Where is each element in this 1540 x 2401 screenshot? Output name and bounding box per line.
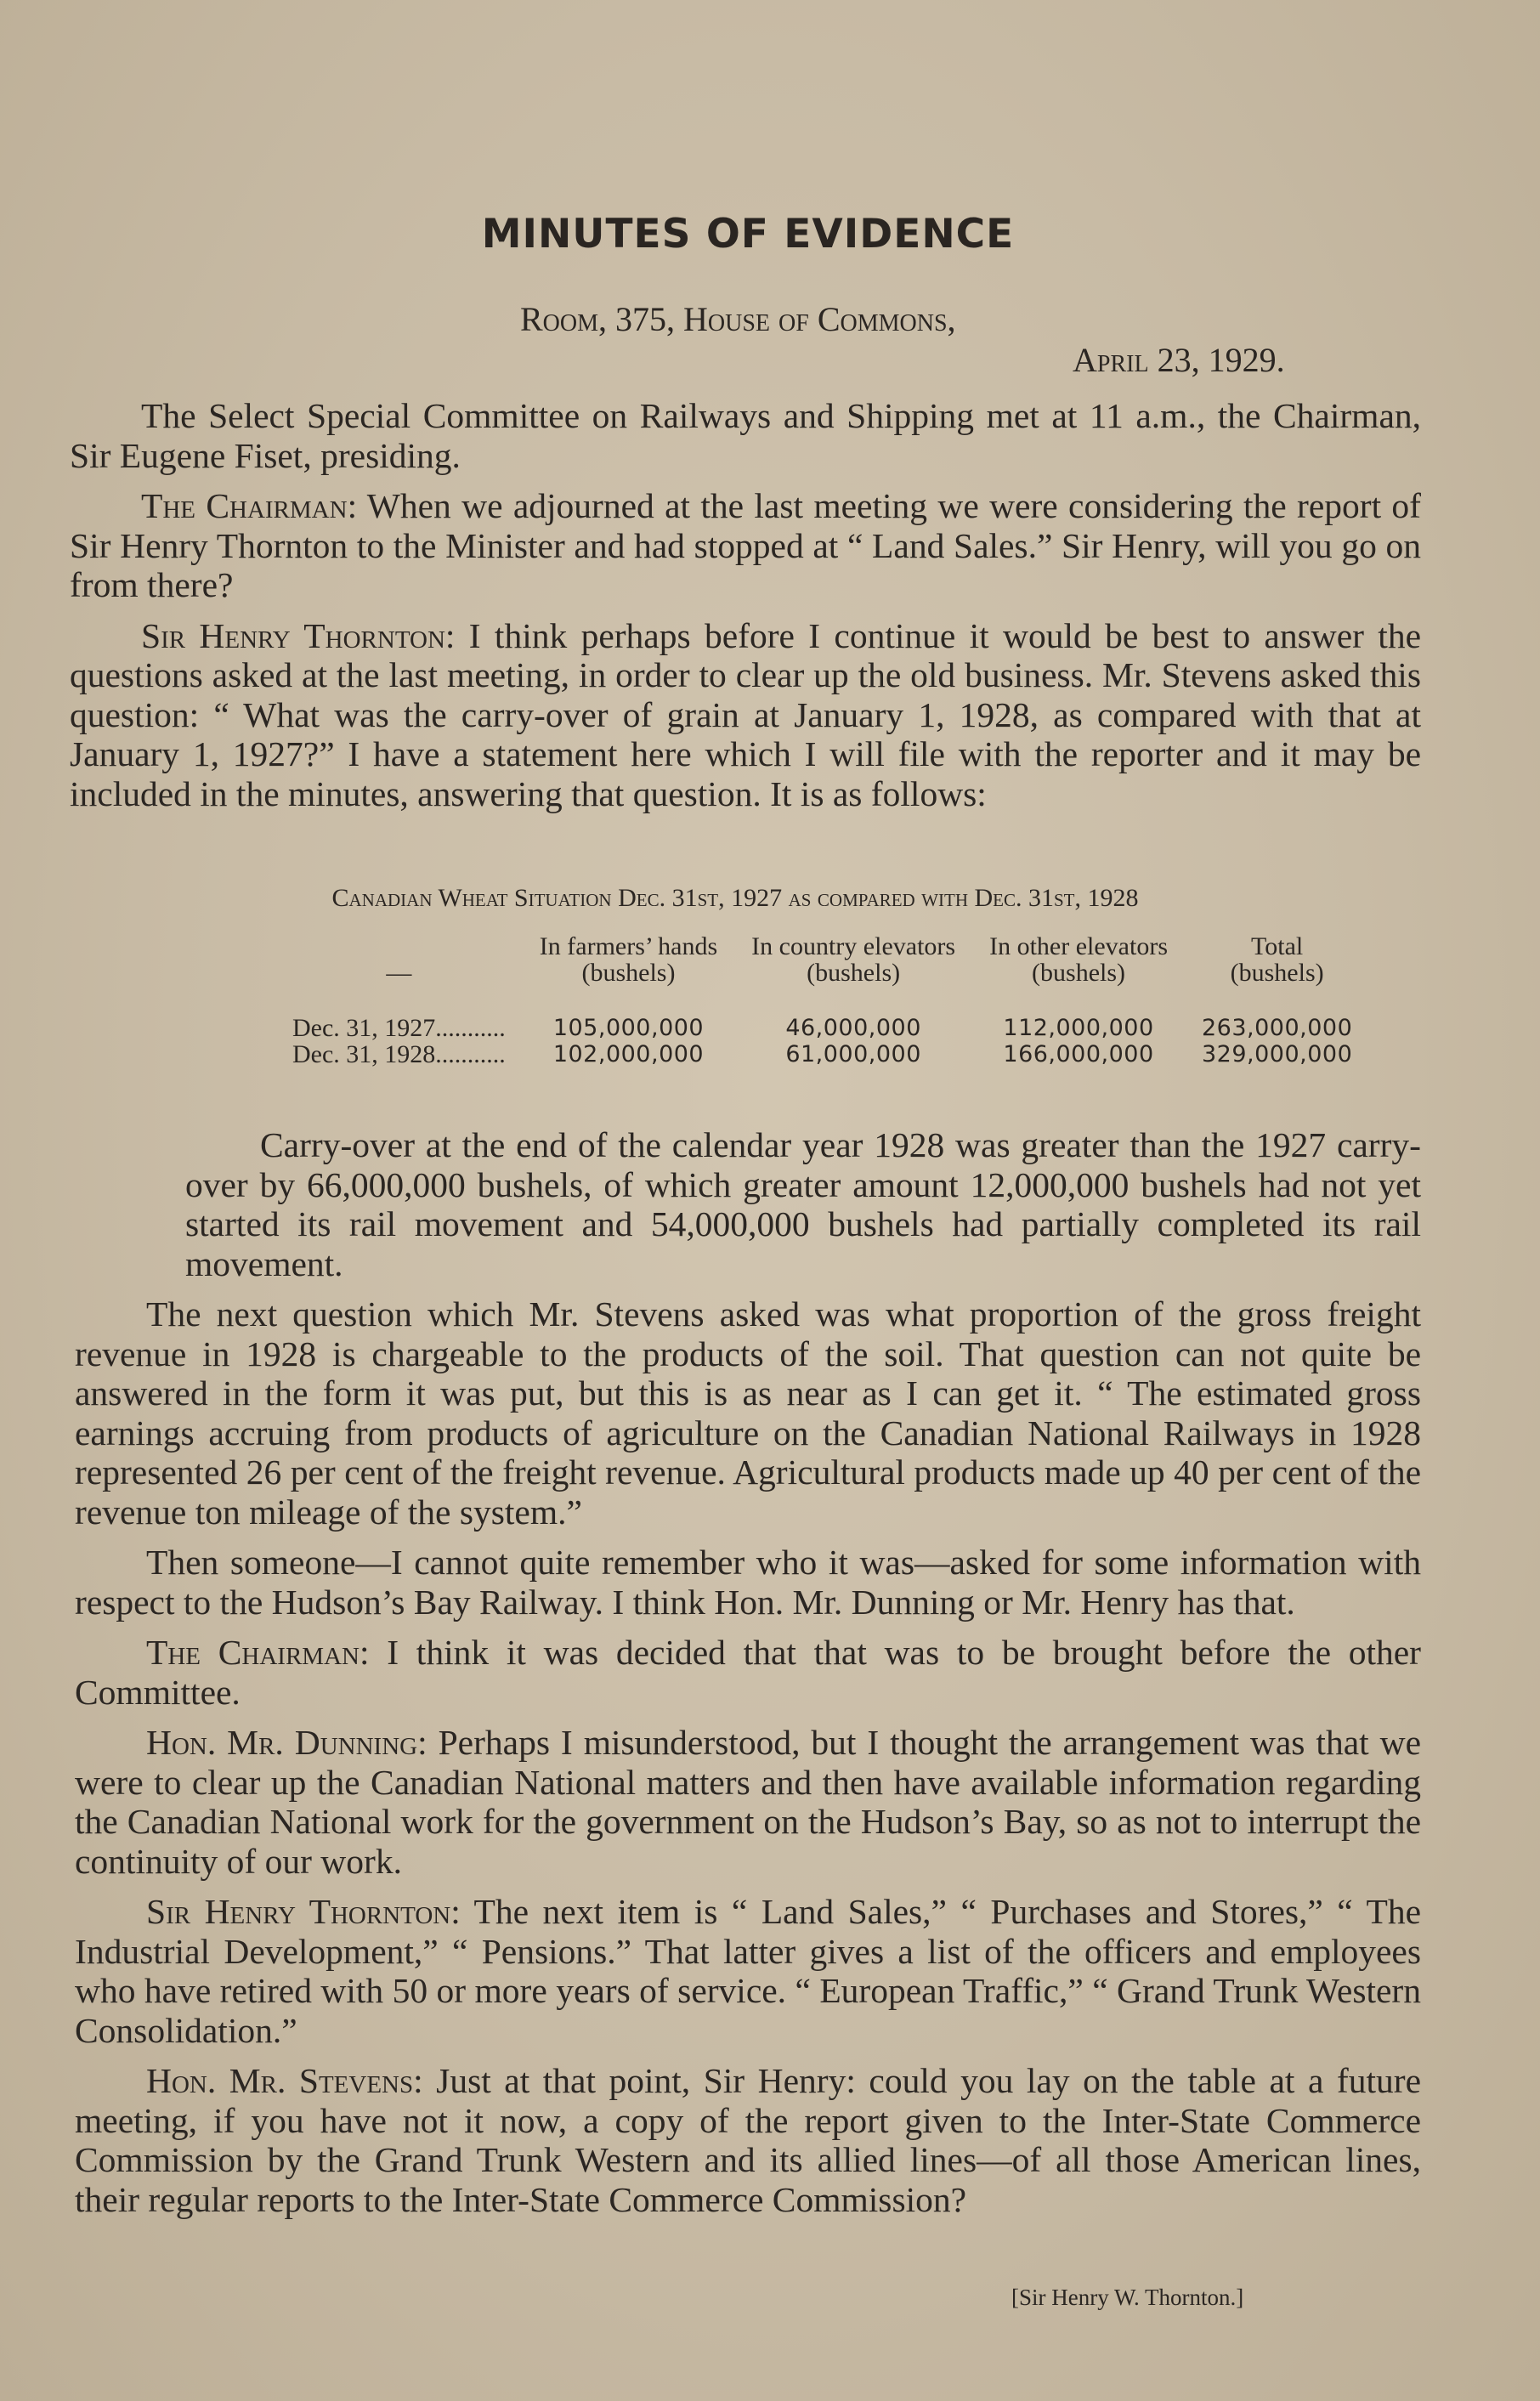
room-line: Room, 375, House of Commons, xyxy=(520,300,956,338)
paragraph-text: Just at that point, Sir Henry: could you lay on the table at a future meeting, if you have not it now, a copy of the report given to the Inter-State Commerce Commission by the Grand Trunk Western and its allied lines—of all those American lines, their regular reports to the Inter-State Commerce Commission? xyxy=(75,2061,1421,2219)
minutes-body-top xyxy=(70,396,1421,824)
row-label: Dec. 31, 1928........... xyxy=(292,1040,506,1068)
running-footer: [Sir Henry W. Thornton.] xyxy=(1011,2285,1244,2310)
minutes-body-bottom xyxy=(75,1125,1421,2230)
column-header xyxy=(734,933,972,986)
paragraph xyxy=(75,1633,1421,1712)
column-label: In other elevators xyxy=(989,932,1168,960)
table-cell: 329,000,000 xyxy=(1202,1041,1353,1067)
speaker-name: Sir Henry Thornton: xyxy=(141,615,456,655)
paragraph-text: The next question which Mr. Stevens asked was what proportion of the gross freight revenue in 1928 is chargeable to the products of the soil. That question can not quite be answered in the form it was put, but this is as near as I can get it. “ The estimated gross earnings accruing from products of agriculture on the Canadian National Railways in 1928 represented 26 per cent of the freight revenue. Agricultural products made up 40 per cent of the revenue ton mileage of the system.” xyxy=(75,1294,1421,1532)
paragraph-text: The next item is “ Land Sales,” “ Purchases and Stores,” “ The Industrial Development,” “ Pensions.” That latter gives a list of the officers and employees who have retired with 50 or more years of service. “ European Traffic,” “ Grand Trunk Western Consolidation.” xyxy=(75,1892,1421,2050)
column-header xyxy=(523,933,734,986)
column-unit: (bushels) xyxy=(1230,959,1324,987)
column-label: Total xyxy=(1251,932,1304,960)
table-cell: 46,000,000 xyxy=(785,1015,921,1041)
column-label: In farmers’ hands xyxy=(539,932,718,960)
speaker-name: Hon. Mr. Dunning: xyxy=(146,1723,427,1762)
paragraph xyxy=(75,2061,1421,2219)
table-cell: 61,000,000 xyxy=(785,1041,921,1067)
wheat-table xyxy=(275,933,1369,1067)
paragraph xyxy=(75,1294,1421,1532)
paragraph xyxy=(185,1125,1421,1283)
column-header xyxy=(1185,933,1369,986)
paragraph-text: I think perhaps before I continue it would be best to answer the questions asked at the last meeting, in order to clear up the old business. Mr. Stevens asked this question: “ What was the carry-over of grain at January 1, 1928, as compared with that at January 1, 1927?” I have a statement here which I will file with the reporter and it may be included in the minutes, answering that question. It is as follows: xyxy=(70,615,1421,813)
stub-header: — xyxy=(386,959,412,987)
table-cell: 105,000,000 xyxy=(552,1015,705,1041)
table-row xyxy=(275,986,1369,1041)
table-cell: 263,000,000 xyxy=(1202,1015,1353,1041)
paragraph xyxy=(70,486,1421,605)
paragraph xyxy=(75,1892,1421,2050)
page-title: MINUTES OF EVIDENCE xyxy=(481,211,1015,258)
speaker-name: Hon. Mr. Stevens: xyxy=(146,2061,423,2100)
column-unit: (bushels) xyxy=(807,959,901,987)
paragraph xyxy=(75,1543,1421,1622)
paragraph-text: The Select Special Committee on Railways and Shipping met at 11 a.m., the Chairman, Sir Eugene Fiset, presiding. xyxy=(70,396,1421,475)
paragraph xyxy=(70,396,1421,475)
paragraph-text: Perhaps I misunderstood, but I thought the arrangement was that we were to clear up the Canadian National matters and then have available information regarding the Canadian National work for the government on the Hudson’s Bay, so as not to interrupt the continuity of our work. xyxy=(75,1723,1421,1881)
table-row xyxy=(275,1041,1369,1067)
paragraph-text: Carry-over at the end of the calendar year 1928 was greater than the 1927 carry-over by 66,000,000 bushels, of which greater amount 12,000,000 bushels had not yet started its rail movement and 54,000,000 bushels had partially completed its rail movement. xyxy=(185,1125,1421,1283)
table-cell: 166,000,000 xyxy=(1003,1041,1154,1067)
table-title: Canadian Wheat Situation Dec. 31st, 1927 as compared with Dec. 31st, 1928 xyxy=(331,884,1139,912)
column-header xyxy=(972,933,1185,986)
date-line: April 23, 1929. xyxy=(1073,341,1285,379)
paragraph xyxy=(70,616,1421,814)
column-unit: (bushels) xyxy=(581,959,676,987)
speaker-name: The Chairman: xyxy=(146,1633,370,1672)
column-label: In country elevators xyxy=(751,932,956,960)
paragraph-text: I think it was decided that that was to be brought before the other Committee. xyxy=(75,1633,1421,1712)
table-header-row xyxy=(275,933,1369,986)
paragraph xyxy=(75,1723,1421,1881)
speaker-name: Sir Henry Thornton: xyxy=(146,1892,461,1931)
paragraph-text: Then someone—I cannot quite remember who it was—asked for some information with respect to the Hudson’s Bay Railway. I think Hon. Mr. Dunning or Mr. Henry has that. xyxy=(75,1543,1421,1622)
column-unit: (bushels) xyxy=(1032,959,1126,987)
paragraph-text: When we adjourned at the last meeting we were considering the report of Sir Henry Thornton to the Minister and had stopped at “ Land Sales.” Sir Henry, will you go on from there? xyxy=(70,486,1421,604)
table-cell: 112,000,000 xyxy=(1003,1015,1154,1041)
row-label: Dec. 31, 1927........... xyxy=(292,1014,506,1042)
table-cell: 102,000,000 xyxy=(552,1041,705,1067)
speaker-name: The Chairman: xyxy=(141,486,358,525)
